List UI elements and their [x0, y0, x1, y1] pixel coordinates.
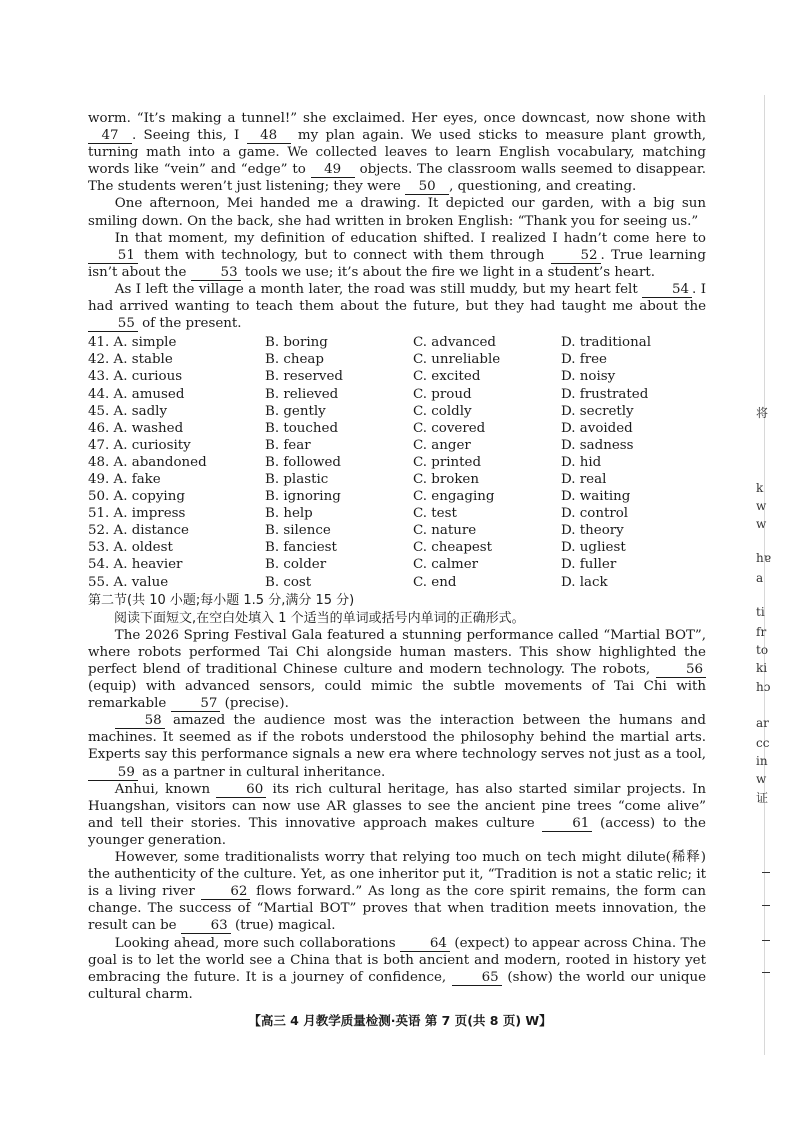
- option-choice: D. waiting: [561, 489, 631, 505]
- option-choice: D. hid: [561, 454, 602, 470]
- blank-57[interactable]: 57: [171, 697, 221, 712]
- margin-fragment: ar: [756, 716, 769, 730]
- option-choice: B. ignoring: [265, 489, 341, 505]
- paragraph-text: . I had arrived wanting to teach them about the future, but they had taught me about the: [88, 281, 706, 315]
- blank-65[interactable]: 65: [452, 971, 502, 986]
- option-choice: D. free: [561, 352, 607, 368]
- blank-61[interactable]: 61: [542, 817, 592, 832]
- margin-fragment: w: [756, 517, 767, 531]
- option-row: [88, 351, 706, 368]
- option-row: [88, 505, 706, 522]
- margin-fragment: w: [756, 499, 767, 513]
- option-choice: C. end: [413, 574, 457, 590]
- option-choice: B. plastic: [265, 471, 329, 487]
- option-choice: B. followed: [265, 454, 341, 470]
- margin-fragment: a: [756, 571, 764, 585]
- paragraph-text: (expect) to appear across China. The goal is to let the world see a China that is both ancient and modern, rooted in history yet embracing the future. It is a journey of confidence,: [88, 935, 707, 985]
- paragraph-text: as a partner in cultural inheritance.: [137, 764, 386, 780]
- passage2-paragraph-4: [88, 849, 706, 934]
- margin-fragment: hɔ: [756, 680, 771, 694]
- blank-47[interactable]: 47: [88, 129, 132, 144]
- option-choice: D. real: [561, 471, 607, 487]
- option-choice: B. fear: [265, 437, 311, 453]
- option-choice: C. nature: [413, 523, 477, 539]
- option-choice: C. anger: [413, 437, 471, 453]
- paragraph-text: As I left the village a month later, the road was still muddy, but my heart felt: [114, 281, 643, 297]
- margin-fragment: ti: [756, 605, 765, 619]
- section-2-instruction: 阅读下面短文,在空白处填入 1 个适当的单词或括号内单词的正确形式。: [114, 610, 525, 626]
- passage2-paragraph-2: [88, 712, 706, 780]
- option-choice: 41. A. simple: [88, 335, 177, 351]
- option-choice: 49. A. fake: [88, 471, 161, 487]
- margin-fragment: cc: [756, 736, 770, 750]
- blank-51[interactable]: 51: [88, 249, 138, 264]
- section-2-heading: 第二节(共 10 小题;每小题 1.5 分,满分 15 分): [88, 592, 355, 608]
- option-choice: 50. A. copying: [88, 489, 185, 505]
- paragraph-text: The 2026 Spring Festival Gala featured a stunning performance called “Martial BOT”, where robots performed Tai Chi alongside human masters. This show highlighted the perfect blend of traditional Chinese culture and modern technology. The robots,: [88, 627, 706, 677]
- margin-dash: [762, 905, 770, 906]
- option-choice: 43. A. curious: [88, 369, 183, 385]
- option-choice: C. unreliable: [413, 352, 501, 368]
- option-row: [88, 454, 706, 471]
- passage1-paragraph-2: [88, 195, 706, 229]
- blank-59[interactable]: 59: [88, 766, 138, 781]
- paragraph-text: . Seeing this, I: [132, 128, 247, 144]
- option-row: [88, 471, 706, 488]
- option-choice: 46. A. washed: [88, 420, 184, 436]
- option-row: [88, 522, 706, 539]
- option-choice: 48. A. abandoned: [88, 454, 207, 470]
- paragraph-text: of the present.: [137, 316, 242, 332]
- option-row: [88, 403, 706, 420]
- option-choice: C. printed: [413, 454, 482, 470]
- option-choice: D. noisy: [561, 369, 616, 385]
- margin-fragment: k: [756, 481, 764, 495]
- paragraph-text: its rich cultural heritage, has also started similar projects. In Huangshan, visitors can now use AR glasses to see the ancient pine trees “come alive” and tell their stories. This innovative approach makes culture: [88, 781, 707, 831]
- option-row: [88, 334, 706, 351]
- margin-fragment: 证: [756, 791, 769, 805]
- paragraph-text: . True learning isn’t about the: [88, 247, 706, 280]
- paragraph-text: amazed the audience most was the interaction between the humans and machines. It seemed as if the robots understood the philosophy behind the martial arts. Experts say this performance signals a new era where technology serves not just as a tool,: [88, 713, 706, 763]
- paragraph-text: (precise).: [220, 696, 289, 712]
- blank-55[interactable]: 55: [88, 317, 138, 332]
- blank-54[interactable]: 54: [642, 283, 692, 298]
- option-choice: C. test: [413, 506, 457, 522]
- margin-fragment: in: [756, 754, 768, 768]
- option-choice: D. sadness: [561, 437, 634, 453]
- option-choice: 55. A. value: [88, 574, 169, 590]
- option-choice: 53. A. oldest: [88, 540, 173, 556]
- passage1-paragraph-1: [88, 110, 706, 195]
- option-choice: C. calmer: [413, 557, 479, 573]
- option-row: [88, 488, 706, 505]
- margin-fragment: 将: [756, 406, 769, 420]
- margin-dash: [762, 872, 770, 873]
- option-choice: C. covered: [413, 420, 486, 436]
- blank-53[interactable]: 53: [191, 266, 241, 281]
- blank-52[interactable]: 52: [551, 249, 601, 264]
- paragraph-text: (show) the world our unique cultural charm.: [88, 969, 707, 1002]
- page-footer: 【高三 4 月教学质量检测·英语 第 7 页(共 8 页) W】: [248, 1013, 552, 1028]
- option-row: [88, 420, 706, 437]
- paragraph-text: flows forward.” As long as the core spirit remains, the form can change. The success of “Martial BOT” proves that when tradition meets innovation, the result can be: [88, 884, 706, 934]
- option-choice: 47. A. curiosity: [88, 437, 191, 453]
- option-choice: B. cheap: [265, 352, 324, 368]
- options-table: [88, 334, 706, 590]
- paragraph-text: One afternoon, Mei handed me a drawing. It depicted our garden, with a big sun smiling down. On the back, she had written in broken English: “Thank you for seeing us.”: [88, 196, 706, 229]
- blank-48[interactable]: 48: [247, 129, 291, 144]
- paragraph-text: them with technology, but to connect with them through: [137, 247, 551, 263]
- option-choice: 52. A. distance: [88, 523, 189, 539]
- option-choice: B. touched: [265, 420, 339, 436]
- margin-fragment: fr: [756, 625, 767, 639]
- option-choice: D. traditional: [561, 335, 652, 351]
- paragraph-text: tools we use; it’s about the fire we light in a student’s heart.: [240, 264, 656, 280]
- blank-62[interactable]: 62: [201, 885, 251, 900]
- margin-dash: [762, 972, 770, 973]
- option-choice: B. relieved: [265, 386, 339, 402]
- paragraph-text: (equip) with advanced sensors, could mimic the subtle movements of Tai Chi with remarkable: [88, 679, 706, 712]
- option-choice: C. proud: [413, 386, 472, 402]
- option-choice: D. theory: [561, 523, 624, 539]
- blank-58[interactable]: 58: [115, 714, 165, 729]
- option-choice: C. coldly: [413, 403, 472, 419]
- option-choice: B. colder: [265, 557, 327, 573]
- option-choice: 44. A. amused: [88, 386, 185, 402]
- blank-63[interactable]: 63: [181, 919, 231, 934]
- option-choice: C. broken: [413, 471, 479, 487]
- option-row: [88, 368, 706, 385]
- option-choice: B. help: [265, 506, 313, 522]
- option-choice: C. advanced: [413, 335, 497, 351]
- passage1-paragraph-4: [88, 281, 706, 332]
- option-choice: 54. A. heavier: [88, 557, 183, 573]
- option-choice: 51. A. impress: [88, 506, 186, 522]
- option-choice: D. lack: [561, 574, 608, 590]
- option-choice: D. control: [561, 506, 629, 522]
- margin-fragment: w: [756, 772, 767, 786]
- margin-fragment: ki: [756, 661, 768, 675]
- option-choice: C. cheapest: [413, 540, 493, 556]
- paragraph-text: worm. “It’s making a tunnel!” she exclaimed. Her eyes, once downcast, now shone with: [88, 111, 706, 126]
- paragraph-text: Looking ahead, more such collaborations: [114, 935, 401, 951]
- paragraph-text: (access) to the younger generation.: [88, 815, 706, 848]
- option-row: [88, 386, 706, 403]
- passage1-paragraph-3: [88, 230, 706, 281]
- option-choice: B. boring: [265, 335, 328, 351]
- option-row: [88, 556, 706, 573]
- paragraph-text: However, some traditionalists worry that relying too much on tech might dilute(稀释) the authenticity of the culture. Yet, as one inheritor put it, “Tradition is not a static relic; it is a living river: [88, 850, 706, 900]
- passage2-paragraph-3: [88, 781, 706, 849]
- paragraph-text: In that moment, my definition of education shifted. I realized I hadn’t come here to: [114, 230, 706, 246]
- margin-dash: [762, 940, 770, 941]
- option-choice: 42. A. stable: [88, 352, 173, 368]
- option-choice: D. secretly: [561, 403, 634, 419]
- option-choice: B. silence: [265, 523, 331, 539]
- exam-page: [88, 110, 706, 1003]
- option-choice: D. fuller: [561, 557, 617, 573]
- paragraph-text: Anhui, known: [114, 781, 217, 797]
- blank-50[interactable]: 50: [405, 180, 449, 195]
- paragraph-text: my plan again. We used sticks to measure plant growth, turning math into a game. We collected leaves to learn English vocabulary, matching words like “vein” and “edge” to: [88, 128, 706, 178]
- option-choice: B. fanciest: [265, 540, 337, 556]
- blank-64[interactable]: 64: [400, 937, 450, 952]
- paragraph-text: objects. The classroom walls seemed to disappear. The students weren’t just listening; they were: [88, 162, 707, 195]
- option-choice: D. avoided: [561, 420, 633, 436]
- passage2-paragraph-5: [88, 935, 706, 1003]
- margin-fragment: hɐ: [756, 551, 771, 565]
- blank-60[interactable]: 60: [216, 783, 266, 798]
- option-choice: B. gently: [265, 403, 326, 419]
- option-row: [88, 437, 706, 454]
- option-choice: 45. A. sadly: [88, 403, 168, 419]
- option-choice: C. excited: [413, 369, 481, 385]
- option-choice: B. reserved: [265, 369, 343, 385]
- blank-49[interactable]: 49: [311, 163, 355, 178]
- blank-56[interactable]: 56: [656, 663, 706, 678]
- option-choice: B. cost: [265, 574, 312, 590]
- paragraph-text: (true) magical.: [230, 918, 336, 934]
- option-choice: C. engaging: [413, 489, 495, 505]
- passage2-paragraph-1: [88, 627, 706, 712]
- paragraph-text: , questioning, and creating.: [449, 179, 637, 195]
- option-choice: D. frustrated: [561, 386, 649, 402]
- option-row: [88, 574, 706, 591]
- margin-fragment: to: [756, 643, 769, 657]
- option-choice: D. ugliest: [561, 540, 626, 556]
- adjacent-page-margin: [752, 0, 800, 1131]
- option-row: [88, 539, 706, 556]
- page-edge-line: [764, 95, 765, 1055]
